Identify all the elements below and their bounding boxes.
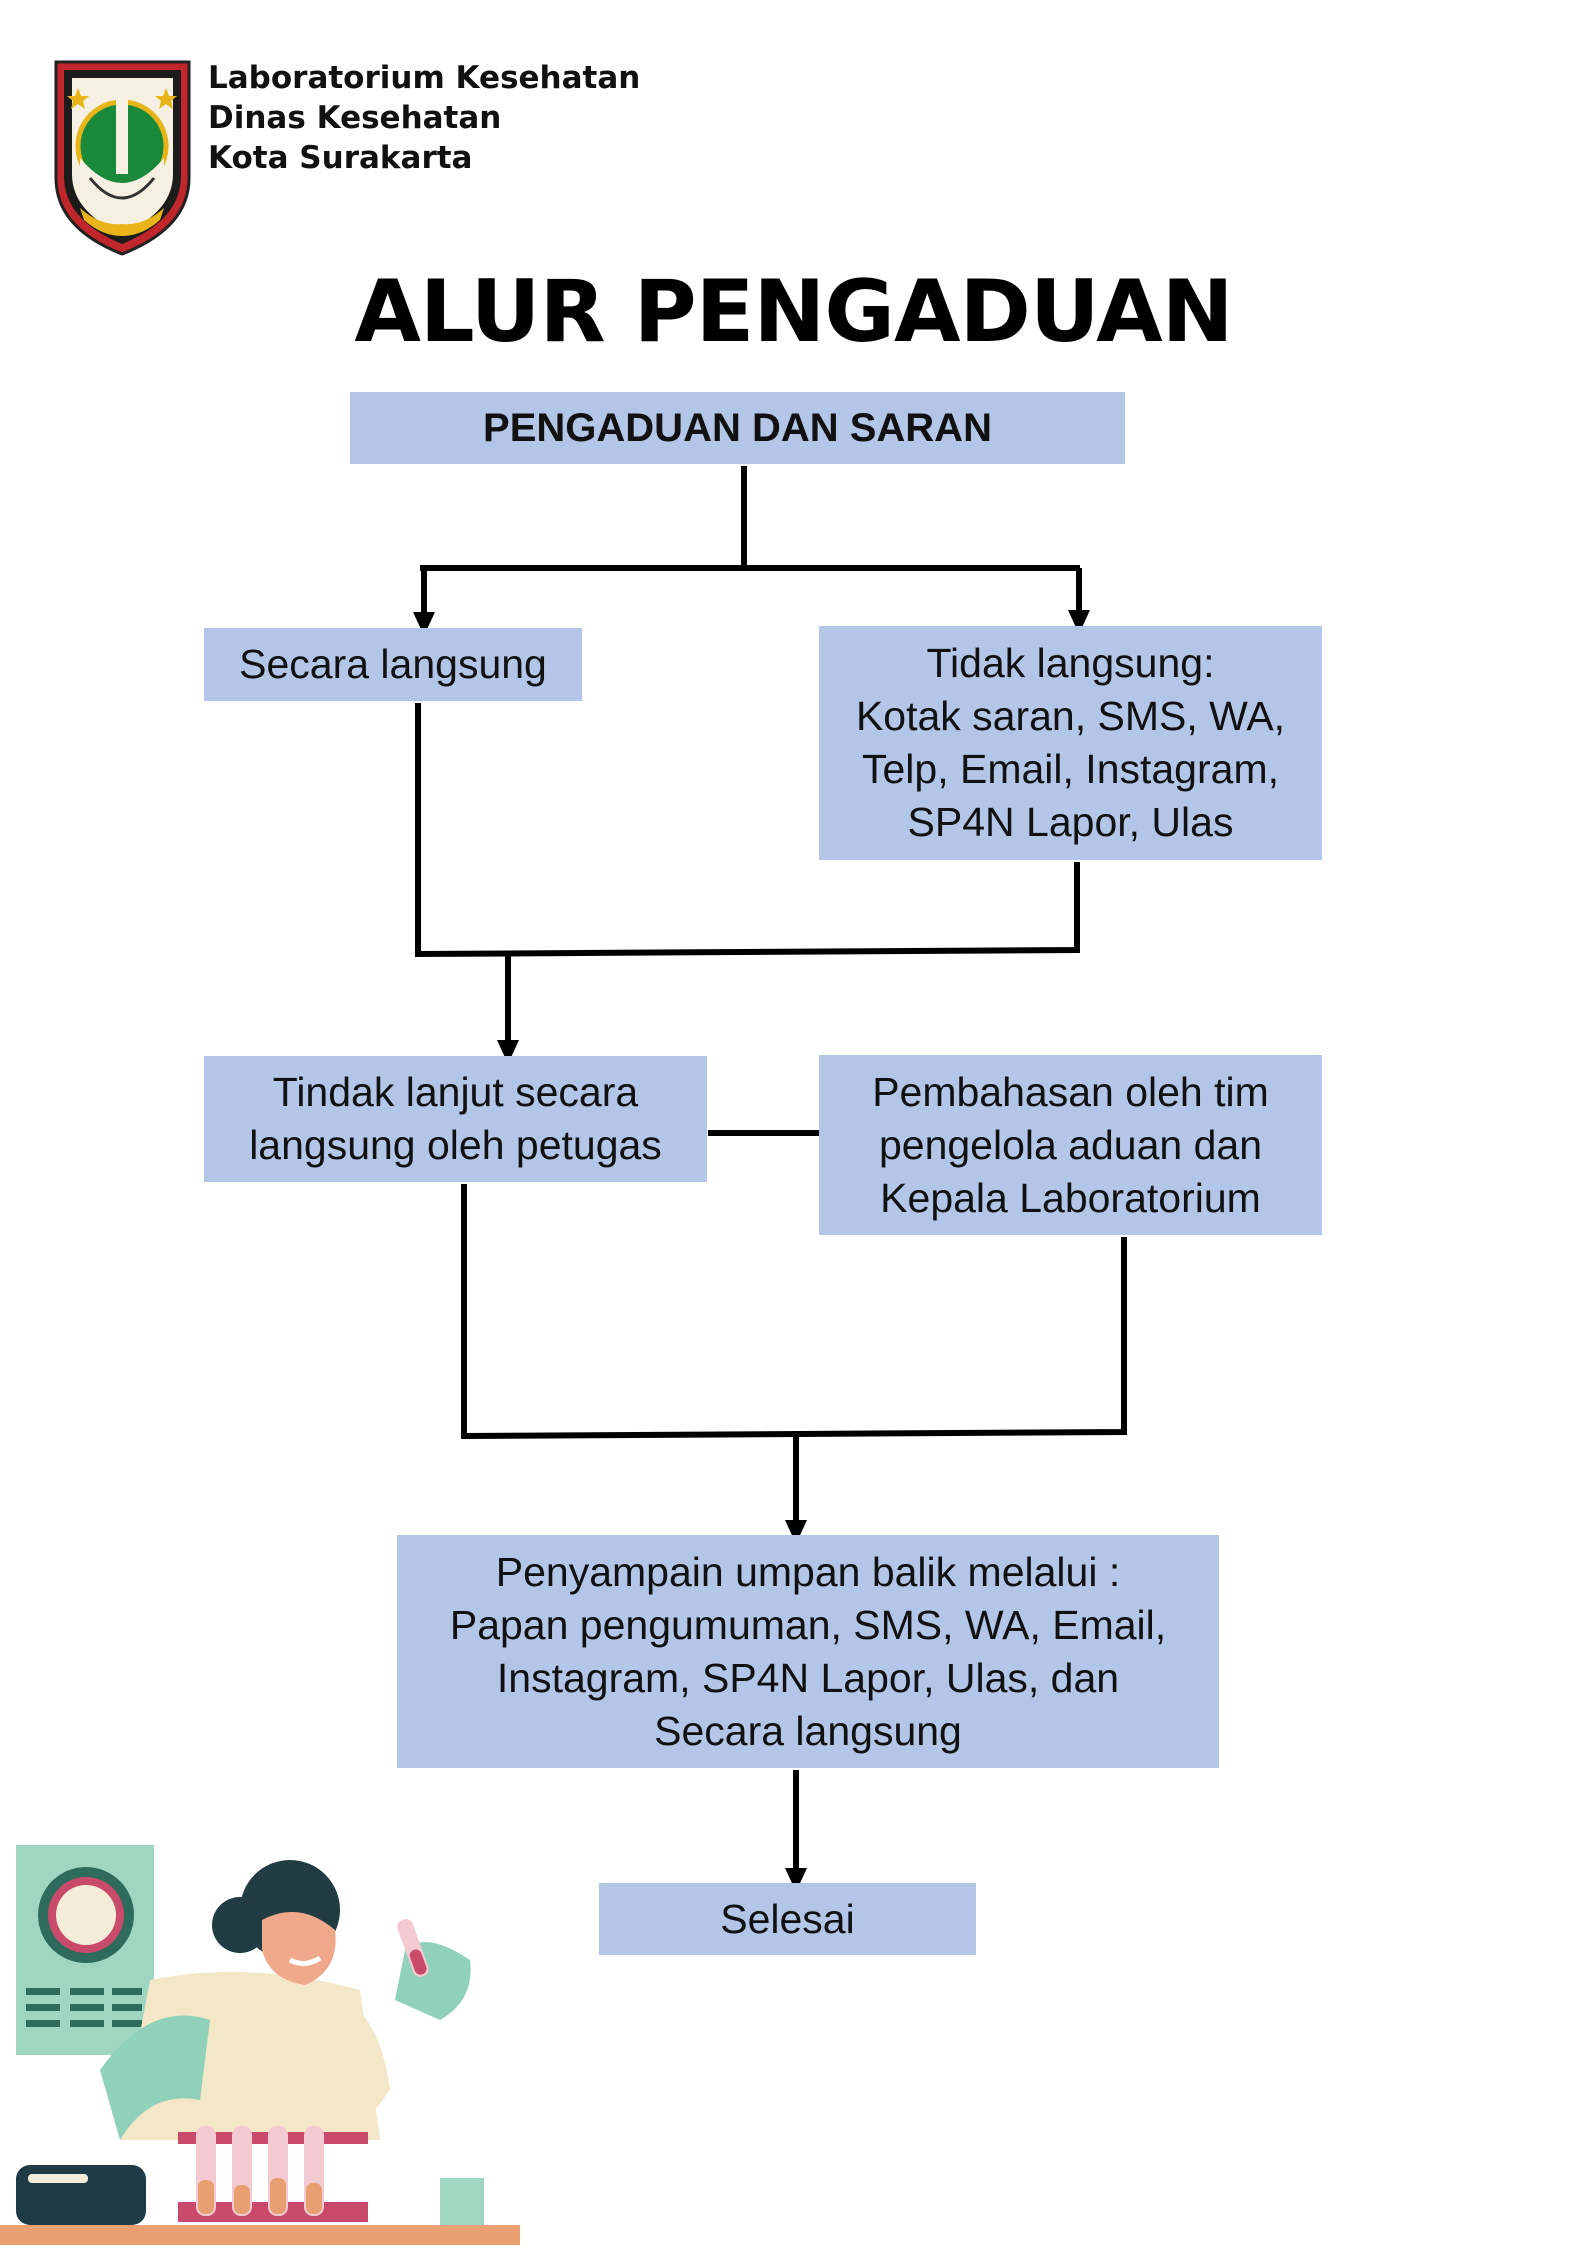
org-line-3: Kota Surakarta [208,140,473,176]
node-indirect-line-2: Kotak saran, SMS, WA, [855,693,1286,739]
node-feedback-line-2: Papan pengumuman, SMS, WA, Email, [449,1601,1167,1648]
node-followup-line-1: Tindak lanjut secara [272,1069,639,1115]
node-indirect-line-4: SP4N Lapor, Ulas [907,799,1234,845]
org-line-2: Dinas Kesehatan [208,100,502,136]
node-discussion-line-2: pengelola aduan dan [878,1121,1263,1168]
node-discussion-line-3: Kepala Laboratorium [880,1174,1261,1221]
node-direct-followup [204,1056,707,1182]
node-team-discussion [819,1055,1322,1235]
node-direct-channel [204,628,582,701]
node-followup-line-2: langsung oleh petugas [249,1122,662,1168]
node-feedback-line-4: Secara langsung [654,1707,962,1754]
org-line-1: Laboratorium Kesehatan [208,60,641,96]
node-indirect-channel [819,626,1322,860]
node-feedback-line-1: Penyampain umpan balik melalui : [495,1548,1121,1595]
node-indirect-line-1: Tidak langsung: [926,640,1215,686]
node-start-line-1: PENGADUAN DAN SARAN [483,405,992,450]
connector-start-split [420,466,1080,568]
node-direct-line-1: Secara langsung [239,641,547,687]
page-title: ALUR PENGADUAN [354,262,1233,362]
node-feedback-line-3: Instagram, SP4N Lapor, Ulas, dan [496,1654,1120,1701]
node-finish [599,1883,976,1955]
node-complaint-and-suggestion [350,392,1125,464]
node-discussion-line-1: Pembahasan oleh tim [872,1068,1269,1115]
node-indirect-line-3: Telp, Email, Instagram, [862,746,1279,792]
lab-scientist-illustration [0,1840,520,2245]
node-end-line-1: Selesai [720,1895,855,1942]
node-feedback-delivery [397,1535,1219,1768]
